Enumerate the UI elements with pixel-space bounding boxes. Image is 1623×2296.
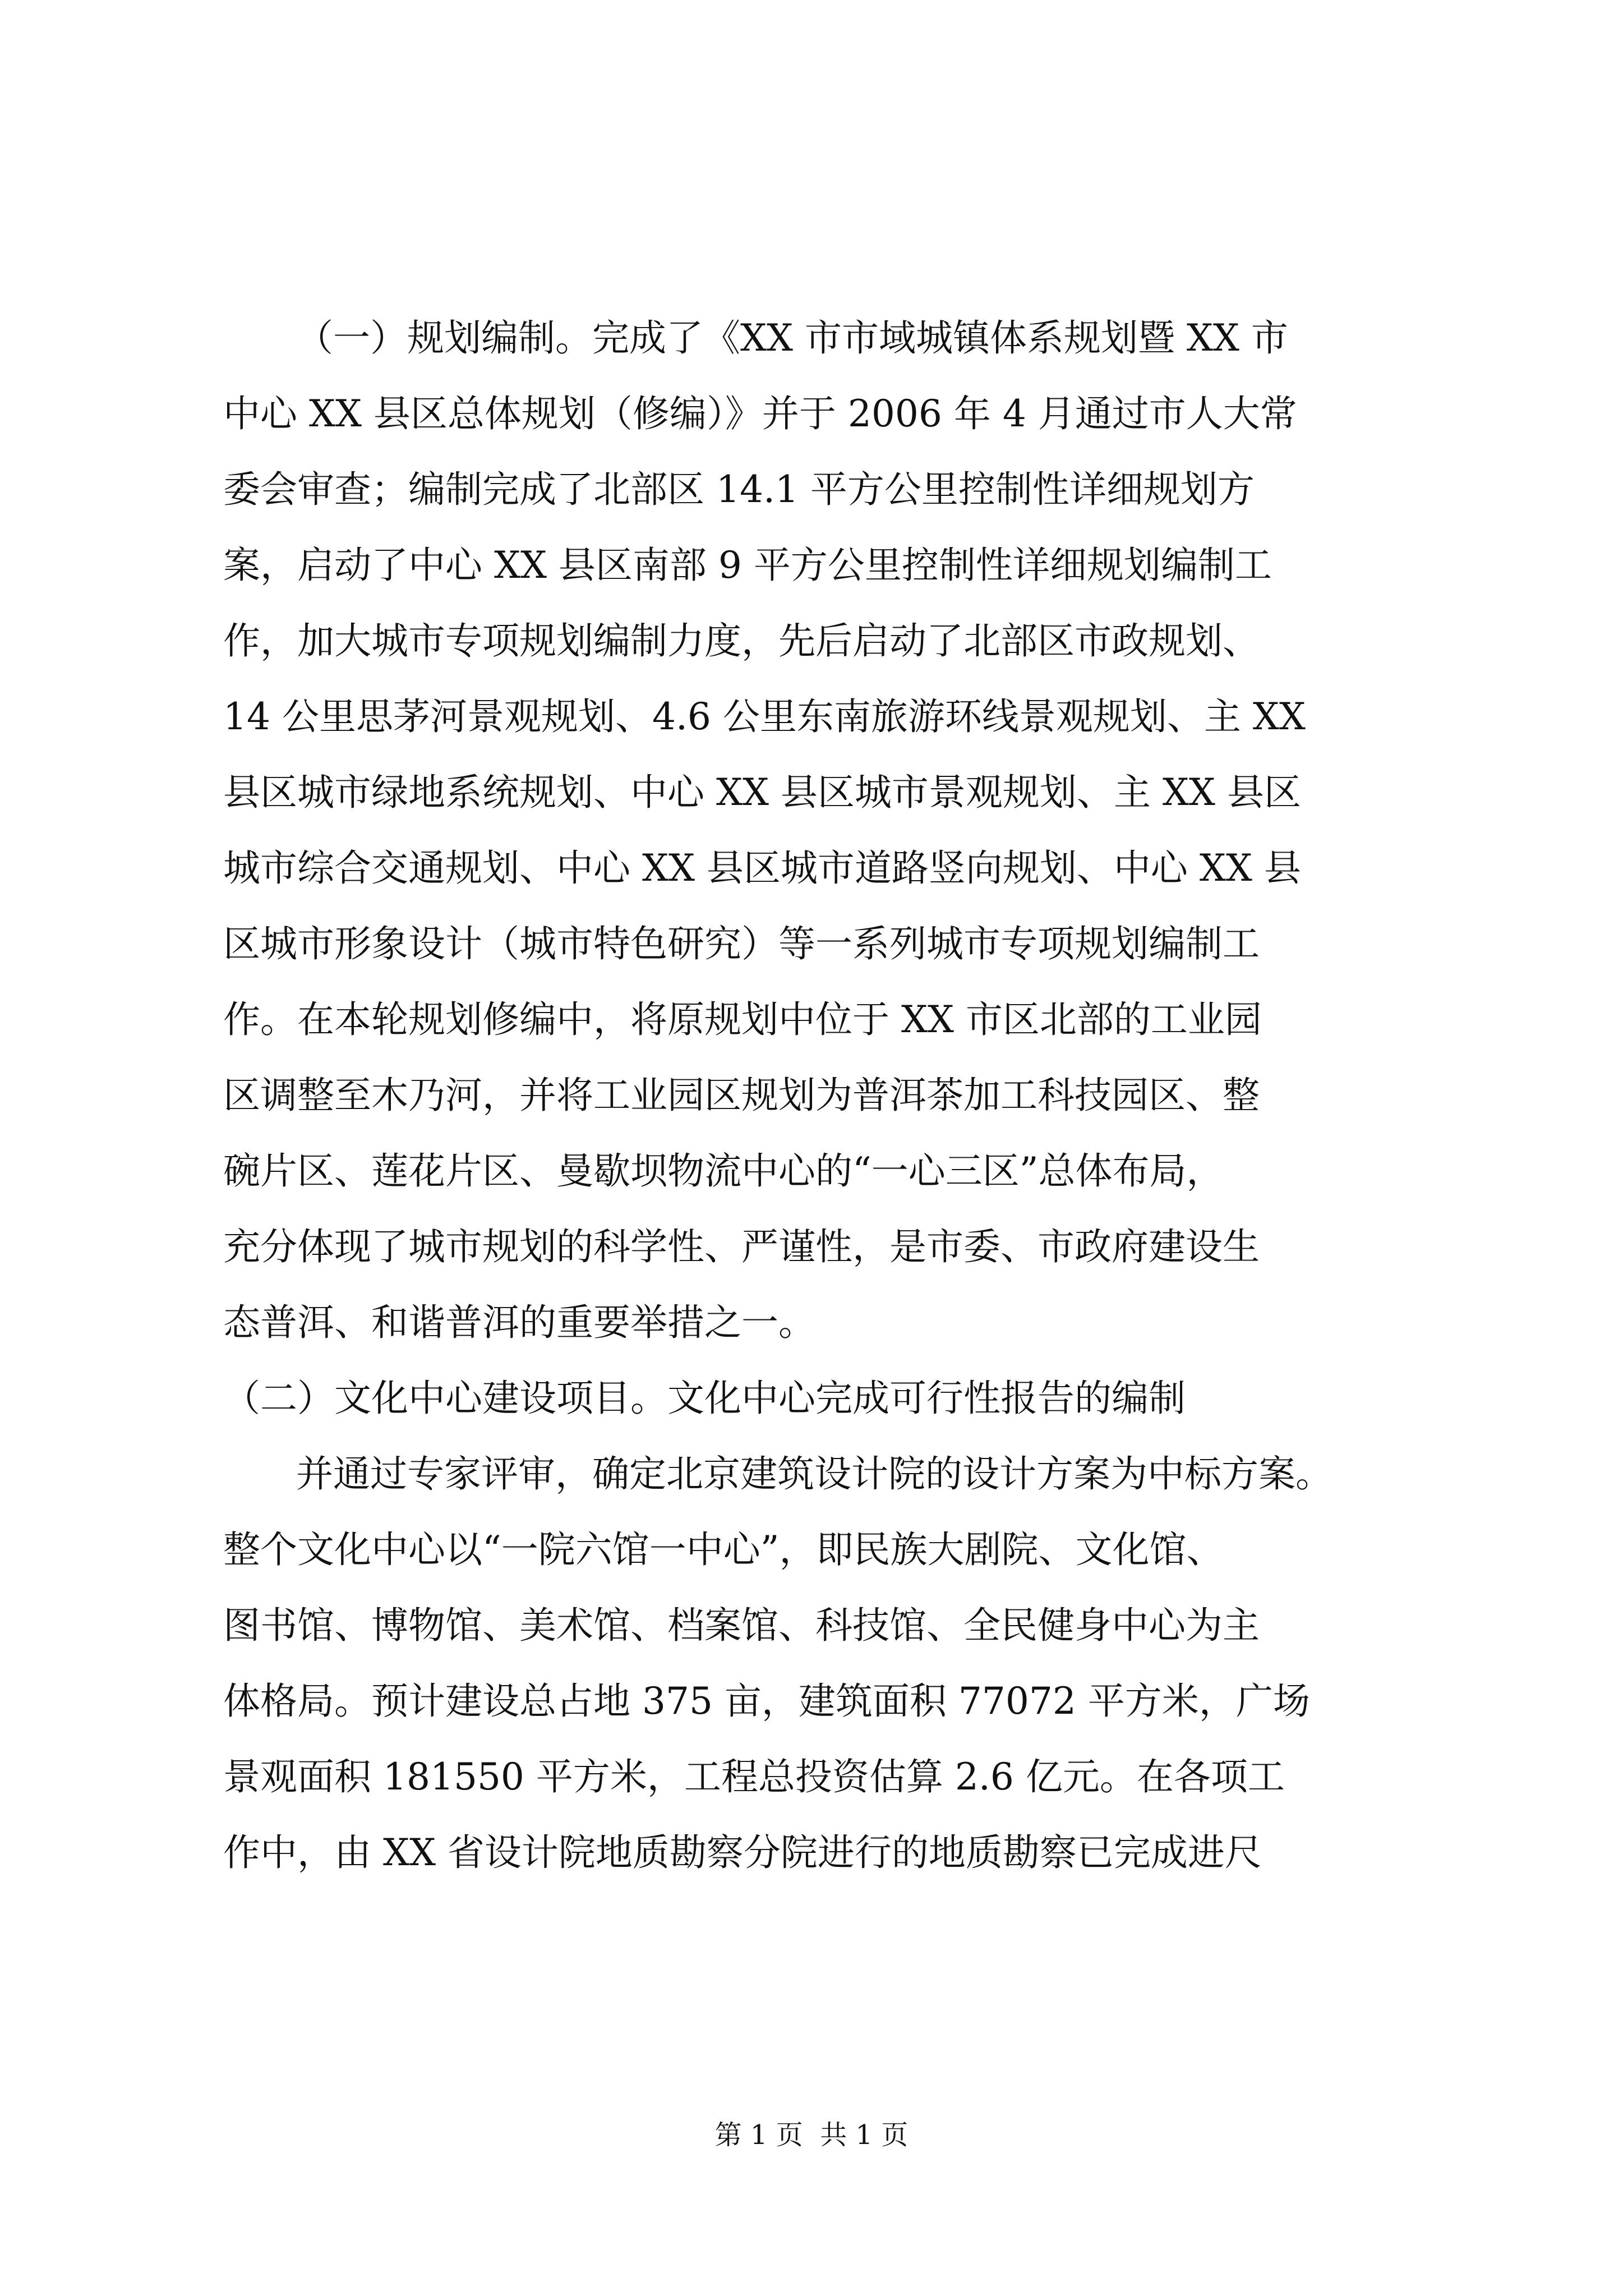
paragraph-1-line-13: 充分体现了城市规划的科学性、严谨性，是市委、市政府建设生 xyxy=(223,1225,1260,1268)
paragraph-1-line-9: 区城市形象设计（城市特色研究）等一系列城市专项规划编制工 xyxy=(223,922,1260,965)
paragraph-1-line-11: 区调整至木乃河，并将工业园区规划为普洱茶加工科技园区、整 xyxy=(223,1074,1260,1117)
paragraph-1-line-12: 碗片区、莲花片区、曼歇坝物流中心的“一心三区”总体布局， xyxy=(223,1149,1224,1193)
paragraph-2-line-2: 并通过专家评审，确定北京建筑设计院的设计方案为中标方案。 xyxy=(296,1452,1332,1496)
paragraph-2-line-6: 景观面积 181550 平方米，工程总投资估算 2.6 亿元。在各项工 xyxy=(223,1755,1285,1798)
paragraph-1-line-5: 作，加大城市专项规划编制力度，先后启动了北部区市政规划、 xyxy=(223,619,1260,662)
page-footer: 第 1 页 共 1 页 xyxy=(714,2119,909,2151)
paragraph-1-line-14: 态普洱、和谐普洱的重要举措之一。 xyxy=(223,1301,815,1344)
paragraph-1-line-1: （一）规划编制。完成了《XX 市市域城镇体系规划暨 XX 市 xyxy=(296,316,1288,360)
paragraph-2-line-7: 作中，由 XX 省设计院地质勘察分院进行的地质勘察已完成进尺 xyxy=(223,1831,1262,1874)
paragraph-1-line-4: 案，启动了中心 XX 县区南部 9 平方公里控制性详细规划编制工 xyxy=(223,544,1272,587)
paragraph-2-line-1: （二）文化中心建设项目。文化中心完成可行性报告的编制 xyxy=(223,1377,1186,1420)
paragraph-1-line-3: 委会审查；编制完成了北部区 14.1 平方公里控制性详细规划方 xyxy=(223,468,1255,511)
paragraph-2-line-3: 整个文化中心以“一院六馆一中心”，即民族大剧院、文化馆、 xyxy=(223,1528,1224,1571)
paragraph-1-line-7: 县区城市绿地系统规划、中心 XX 县区城市景观规划、主 XX 县区 xyxy=(223,771,1301,814)
paragraph-1-line-6: 14 公里思茅河景观规划、4.6 公里东南旅游环线景观规划、主 XX xyxy=(223,695,1306,738)
paragraph-1-line-10: 作。在本轮规划修编中，将原规划中位于 XX 市区北部的工业园 xyxy=(223,998,1262,1041)
paragraph-2-line-4: 图书馆、博物馆、美术馆、档案馆、科技馆、全民健身中心为主 xyxy=(223,1604,1260,1647)
paragraph-2-line-5: 体格局。预计建设总占地 375 亩，建筑面积 77072 平方米，广场 xyxy=(223,1680,1310,1723)
paragraph-1-line-8: 城市综合交通规划、中心 XX 县区城市道路竖向规划、中心 XX 县 xyxy=(223,846,1301,890)
paragraph-1-line-2: 中心 XX 县区总体规划（修编）》并于 2006 年 4 月通过市人大常 xyxy=(223,392,1297,435)
